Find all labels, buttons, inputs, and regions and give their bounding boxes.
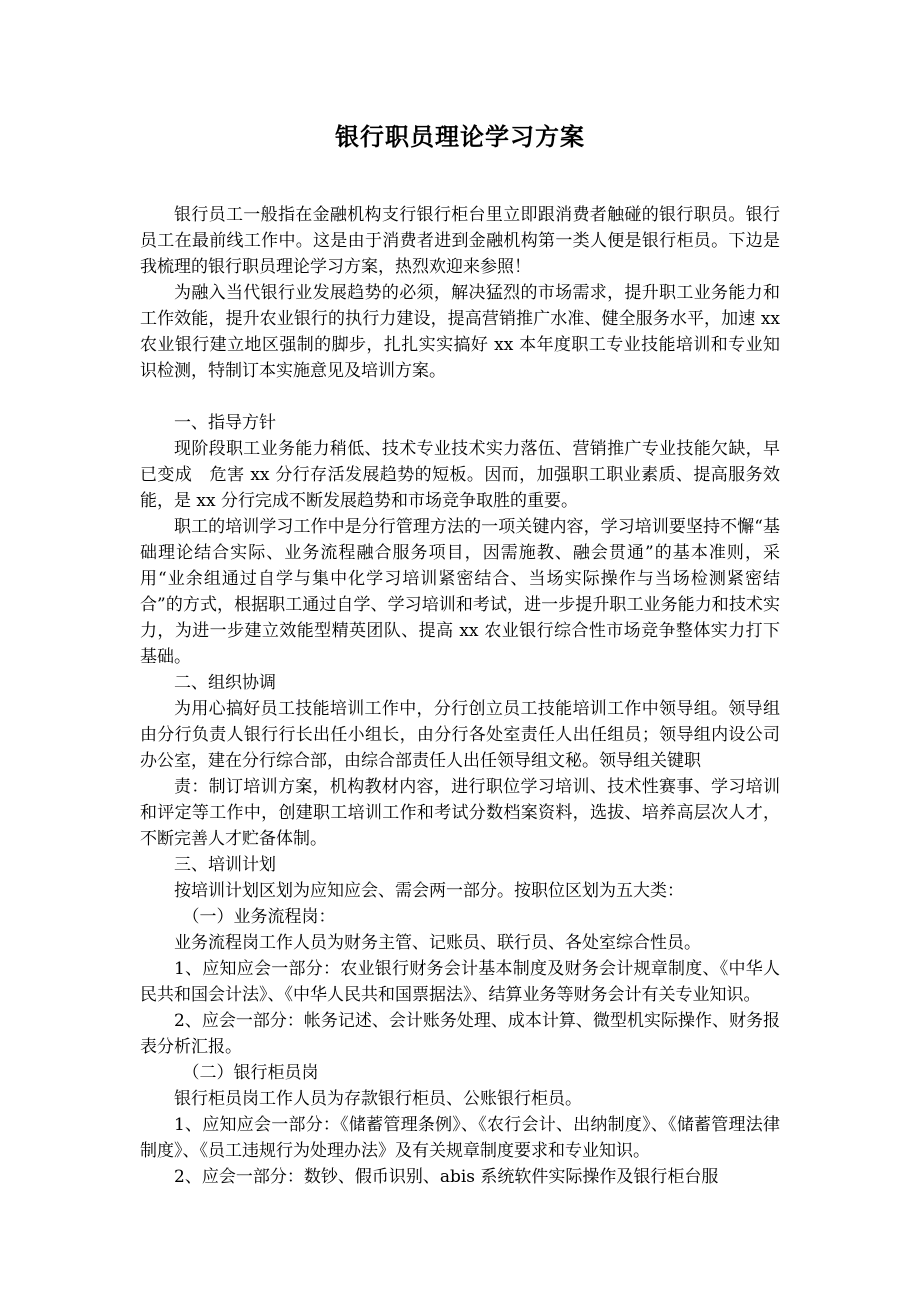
- paragraph: 业务流程岗工作人员为财务主管、记账员、联行员、各处室综合性员。: [174, 933, 701, 953]
- paragraph: 现阶段职工业务能力稍低、技术专业技术实力落伍、营销推广专业技能欠缺，早已变成 危害 xx 分行存活发展趋势的短板。因而，加强职工职业素质、提高服务效能，是 xx 分行完成不断发展趋势和市场竞争取胜的重要。: [140, 439, 780, 511]
- paragraph-intro: 银行员工一般指在金融机构支行银行柜台里立即跟消费者触碰的银行职员。银行员工在最前线工作中。这是由于消费者进到金融机构第一类人便是银行柜员。下边是我梳理的银行职员理论学习方案，热烈欢迎来参照！: [140, 205, 780, 277]
- paragraph: 银行柜员岗工作人员为存款银行柜员、公账银行柜员。: [174, 1089, 582, 1109]
- section-heading-3: 三、培训计划: [174, 855, 276, 875]
- list-item: 2、应会一部分：帐务记述、会计账务处理、成本计算、微型机实际操作、财务报表分析汇报。: [140, 1011, 780, 1057]
- section-heading-1: 一、指导方针: [174, 413, 276, 433]
- list-item: 1、应知应会一部分：农业银行财务会计基本制度及财务会计规章制度、《中华人民共和国会计法》、《中华人民共和国票据法》、结算业务等财务会计有关专业知识。: [140, 959, 780, 1005]
- paragraph-purpose: 为融入当代银行业发展趋势的必须，解决猛烈的市场需求，提升职工业务能力和工作效能，提升农业银行的执行力建设，提高营销推广水准、健全服务水平，加速 xx 农业银行建立地区强制的脚步，扎扎实实搞好 xx 本年度职工专业技能培训和专业知识检测，特制订本实施意见及培训方案。: [140, 283, 780, 381]
- document-body: [140, 202, 780, 1190]
- document-title: 银行职员理论学习方案: [335, 123, 585, 151]
- paragraph: 为用心搞好员工技能培训工作中，分行创立员工技能培训工作中领导组。领导组由分行负责人银行行长出任小组长，由分行各处室责任人出任组员；领导组内设公司办公室，建在分行综合部，由综合部责任人出任领导组文秘。领导组关键职: [140, 699, 780, 771]
- subsection-heading-2: （二）银行柜员岗: [182, 1063, 319, 1083]
- blank-line: [140, 384, 780, 410]
- list-item: 1、应知应会一部分：《储蓄管理条例》、《农行会计、出纳制度》、《储蓄管理法律制度》、《员工违规行为处理办法》及有关规章制度要求和专业知识。: [140, 1115, 780, 1161]
- subsection-heading-1: （一）业务流程岗：: [182, 907, 336, 927]
- paragraph: 责：制订培训方案，机构教材内容，进行职位学习培训、技术性赛事、学习培训和评定等工作中，创建职工培训工作和考试分数档案资料，选拔、培养高层次人才，不断完善人才贮备体制。: [140, 777, 780, 849]
- list-item: 2、应会一部分：数钞、假币识别、abis 系统软件实际操作及银行柜台服: [174, 1167, 719, 1187]
- paragraph: 职工的培训学习工作中是分行管理方法的一项关键内容，学习培训要坚持不懈“基础理论结合实际、业务流程融合服务项目，因需施教、融会贯通”的基本准则，采用“业余组通过自学与集中化学习培训紧密结合、当场实际操作与当场检测紧密结合”的方式，根据职工通过自学、学习培训和考试，进一步提升职工业务能力和技术实力，为进一步建立效能型精英团队、提高 xx 农业银行综合性市场竞争整体实力打下基础。: [140, 517, 780, 667]
- section-heading-2: 二、组织协调: [174, 673, 276, 693]
- paragraph: 按培训计划区划为应知应会、需会两一部分。按职位区划为五大类：: [174, 881, 684, 901]
